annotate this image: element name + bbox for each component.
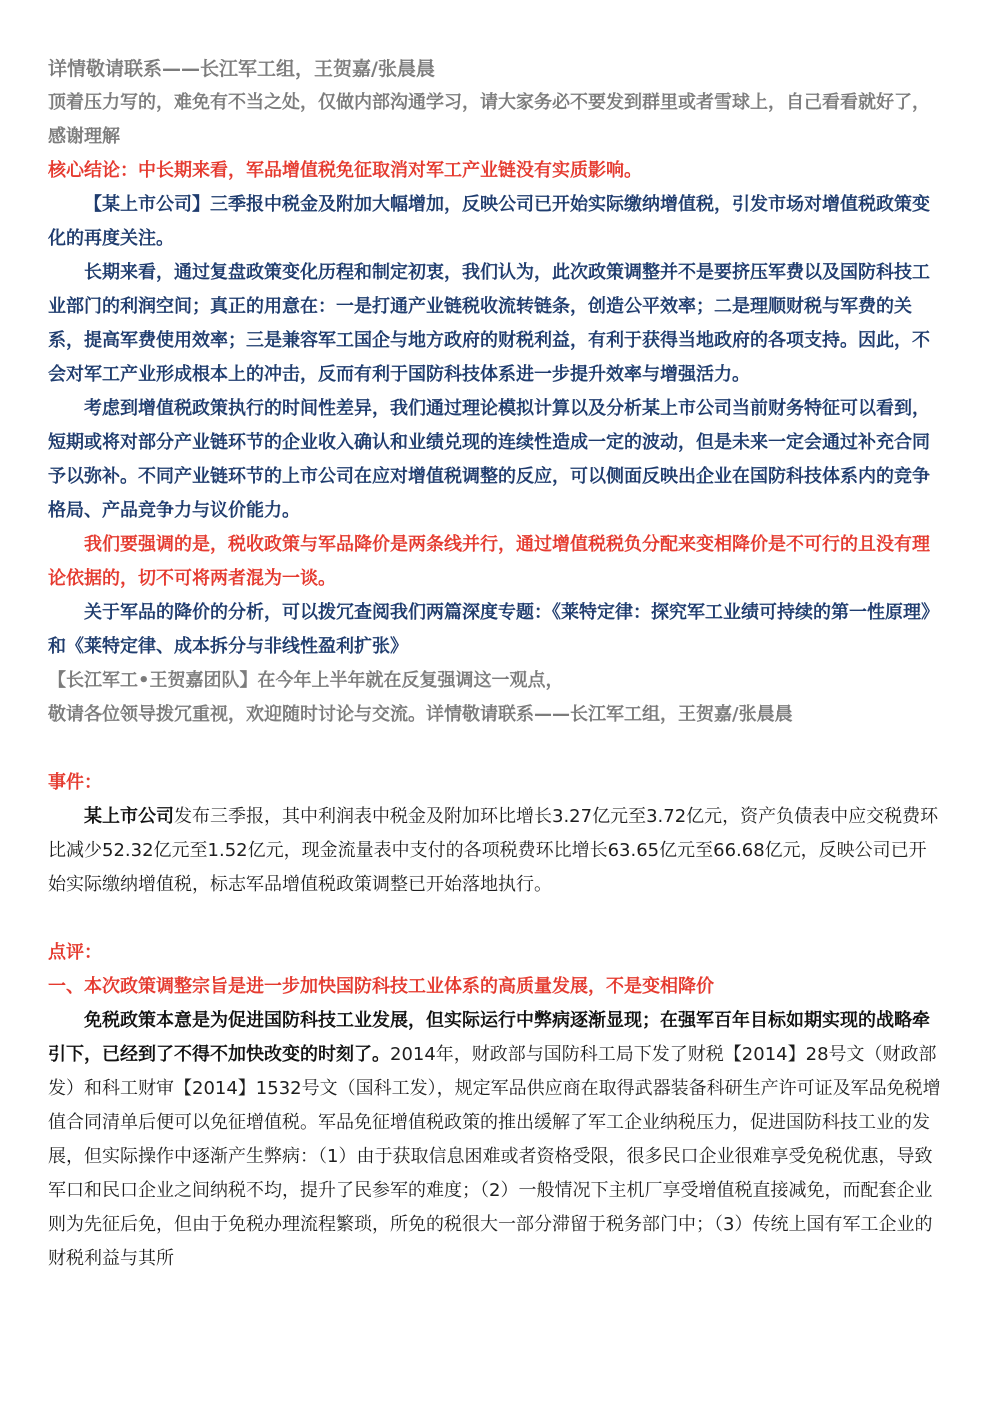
disclaimer: 顶着压力写的，难免有不当之处，仅做内部沟通学习，请大家务必不要发到群里或者雪球上，自己看看就好了，感谢理解 [48,92,930,147]
summary-paragraph-2: 长期来看，通过复盘政策变化历程和制定初衷，我们认为，此次政策调整并不是要挤压军费以及国防科技工业部门的利润空间；真正的用意在：一是打通产业链税收流转链条，创造公平效率；二是理顺财税与军费的关系，提高军费使用效率；三是兼容军工国企与地方政府的财税利益，有利于获得当地政府的各项支持。因此，不会对军工产业形成根本上的冲击，反而有利于国防科技体系进一步提升效率与增强活力。 [48,262,930,385]
event-paragraph [48,800,944,902]
summary-reference: 关于军品的降价的分析，可以拨冗查阅我们两篇深度专题：《莱特定律：探究军工业绩可持续的第一性原理》和《莱特定律、成本拆分与非线性盈利扩张》 [48,602,939,657]
comment-heading-1: 一、本次政策调整宗旨是进一步加快国防科技工业体系的高质量发展，不是变相降价 [48,976,714,997]
comment-paragraph-1-bold: 免税政策本意是为促进国防科技工业发展，但实际运行中弊病逐渐显现；在强军百年目标如期实现的战略牵引下，已经到了不得不加快改变的时刻了。 [48,1010,930,1065]
summary-paragraph-1: 【某上市公司】三季报中税金及附加大幅增加，反映公司已开始实际缴纳增值税，引发市场对增值税政策变化的再度关注。 [48,194,930,249]
event-label: 事件： [48,772,102,793]
event-text: 发布三季报，其中利润表中税金及附加环比增长3.27亿元至3.72亿元，资产负债表中应交税费环比减少52.32亿元至1.52亿元，现金流量表中支付的各项税费环比增长63.65亿元至66.68亿元，反映公司已开始实际缴纳增值税，标志军品增值税政策调整已开始落地执行。 [48,806,939,895]
contact-line: 详情敬请联系——长江军工组，王贺嘉/张晨晨 [48,58,435,80]
spacer [48,732,944,766]
team-line-1: 【长江军工•王贺嘉团队】在今年上半年就在反复强调这一观点， [48,670,564,691]
summary-paragraph-3: 考虑到增值税政策执行的时间性差异，我们通过理论模拟计算以及分析某上市公司当前财务特征可以看到，短期或将对部分产业链环节的企业收入确认和业绩兑现的连续性造成一定的波动，但是未来一定会通过补充合同予以弥补。不同产业链环节的上市公司在应对增值税调整的反应，可以侧面反映出企业在国防科技体系内的竞争格局、产品竞争力与议价能力。 [48,398,930,521]
comment-paragraph-1 [48,1004,944,1276]
summary-emphasis: 我们要强调的是，税收政策与军品降价是两条线并行，通过增值税税负分配来变相降价是不可行的且没有理论依据的，切不可将两者混为一谈。 [48,534,930,589]
comment-paragraph-1-text: 2014年，财政部与国防科工局下发了财税【2014】28号文（财政部发）和科工财审【2014】1532号文（国科工发），规定军品供应商在取得武器装备科研生产许可证及军品免税增值合同清单后便可以免征增值税。军品免征增值税政策的推出缓解了军工企业纳税压力，促进国防科技工业的发展，但实际操作中逐渐产生弊病：（1）由于获取信息困难或者资格受限，很多民口企业很难享受免税优惠，导致军口和民口企业之间纳税不均，提升了民参军的难度；（2）一般情况下主机厂享受增值税直接减免，而配套企业则为先征后免，但由于免税办理流程繁琐，所免的税很大一部分滞留于税务部门中；（3）传统上国有军工企业的财税利益与其所 [48,1044,941,1269]
comment-label: 点评： [48,942,102,963]
event-company: 某上市公司 [84,806,174,827]
core-conclusion: 核心结论：中长期来看，军品增值税免征取消对军工产业链没有实质影响。 [48,160,642,181]
spacer [48,902,944,936]
team-line-2: 敬请各位领导拨冗重视，欢迎随时讨论与交流。详情敬请联系——长江军工组，王贺嘉/张晨晨 [48,704,793,725]
